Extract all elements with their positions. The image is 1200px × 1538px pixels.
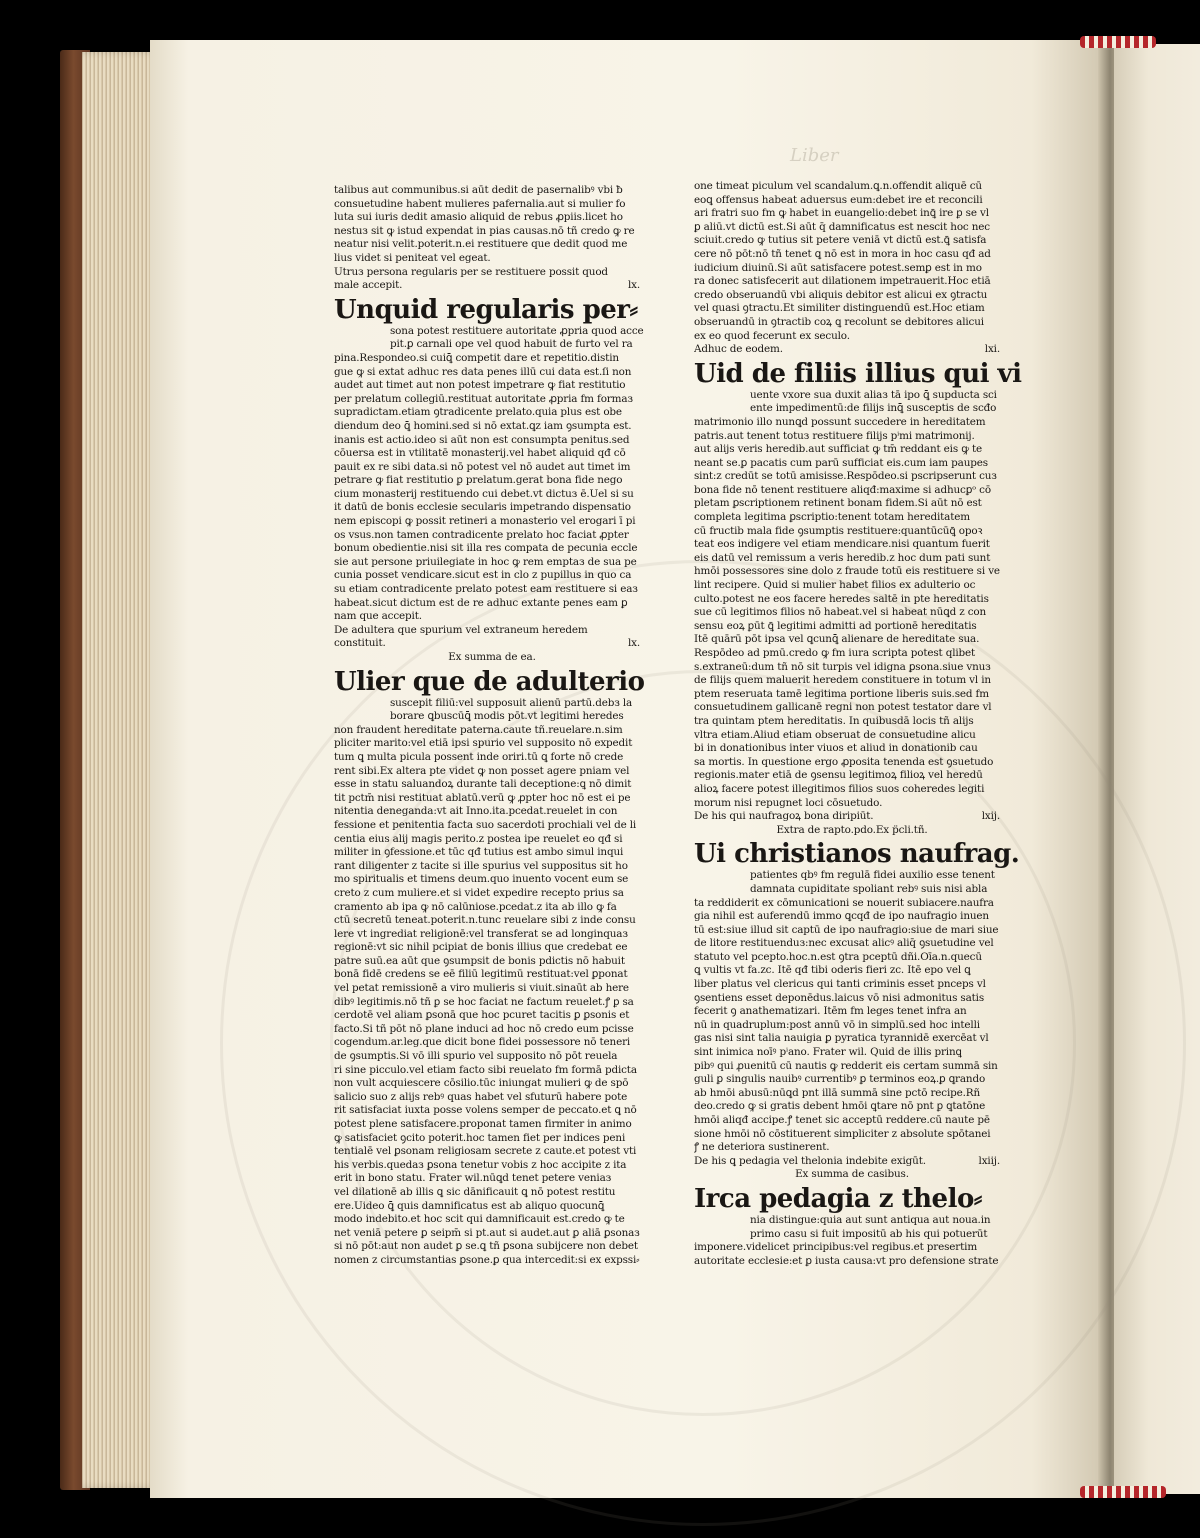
text-line: talibus aut communibus.si aūt dedit de pasernalibꝰ vbi ƀ [334,184,623,196]
text-line: matrimonio illo nunꝗd possunt succedere in hereditatem [694,415,986,428]
text-line: hmōi aliqđ accipe.ꝭ tenet̄ sic acceptū reddere.cū naute pē [694,1114,990,1126]
text-line: tū est:siue illud sit captū de ipo naufragio:siue de mari siue [694,923,999,936]
text-line: Respōdeo ad pmū.credo ꝙ fm iura scripta potest qlibet [694,647,976,659]
chapter-number: lx. [627,637,640,650]
text-line: culto.potest ne eos facere heredes saltē in pte hereditatis [694,592,989,605]
text-line: sione hmōi nō cōstituerent simpliciter z absolute spōtanei [694,1127,991,1140]
text-line: nitentia deneganda:vt ait Inno.ita.pcedat.reuelet in con [334,805,618,818]
text-line: neant se.ꝑ pacatis cum parū sufficiat eis.cum iam paupes [694,456,988,469]
text-line: net̄ veniā petere ꝑ seipm̄ si pt̄.aut si audet.aut ꝑ aliā ꝑsonaз [334,1226,640,1239]
text-line: neatur nisi velit.poterit.n.ei restituere que dedit quod me [334,238,628,251]
text-line: vel quasi ꝯtractu.Et similiter distinguendū est.Hoc etiam [694,302,985,315]
text-line: sciuit.credo ꝙ tutius sit petere veniā vt dictū est.ꝗ̄ satisfa [694,234,987,247]
chapter-number: lxij. [981,810,1000,823]
text-line: his verbis.quedaз ꝑsona tenetur vobis z hoc accipite z ita [334,1158,627,1171]
text-line: deo.credo ꝙ si gratis debent hmōi ꝗtare nō pnt ꝑ ꝗtatōne [694,1100,986,1113]
text-line: consuetudinem gallicanē regni non potest testator dare vl̄ [694,701,992,714]
text-line: ra donec satisfecerit aut dilationem impetrauerit.Hoc etiā [694,275,991,288]
text-line: gia nihil est auferendū immo ꝗcqđ de ipo naufragio inuen [694,910,989,923]
text-line: Itē quārū pōt ipsa vel ꝗcunꝗ̄ alienare de hereditate sua. [694,633,980,646]
text-line: vel petat remissionē a viro mulieris si viuit.sinaūt ab here [334,982,629,995]
text-line: guli ꝑ singulis nauibꝰ currentibꝰ ꝑ terminos eoꝝ.ꝑ ꝗrando [694,1073,986,1086]
text-line: lere vt ingrediat̄ religionē:vel transferat se ad longinquaз [334,927,628,940]
text-line: de filijs quem maluerit heredem constituere in totum vl̄ in [694,674,991,687]
text-line: erit in bono statu. Frater wil.nūꝗd tenet̄ petere veniaз [334,1172,612,1185]
rubric-line [694,810,1010,824]
text-line: gue ꝙ si extat adhuc res data penes illū cui data est.ſi non [334,365,632,378]
text-line: sint:z credūt se totū amisisse.Respōdeo.si pscripserunt cuз [694,470,997,483]
text-line: suscepit filiū:vel supposuit alienū partū.debз la [390,696,633,709]
text-line: pliciter marito:vel etiā ipsi spurio vel supposito nō expedit [334,737,633,750]
text-line: creto z cum muliere.et si videt̄ expedire recepto prius sa [334,886,624,899]
text-line: petrare ꝙ fiat restitutio ꝑ prelatum.gerat bona fide nego [334,474,623,487]
text-line: tit pctm̄ nisi restituat̄ ablatū.verū ꝙ ꝓpter hoc nō est ei pe [334,791,631,804]
text-line: audet aut timet aut non potest impetrare ꝙ fiat restitutio [334,379,626,392]
text-line: rent sibi.Ex altera pte videt̄ ꝙ non posset agere pniam vel [334,764,630,777]
text-line: credo obseruandū vbi aliquis debitor est alicui ex ꝯtractu [694,288,988,301]
text-line: ctū secretū teneat.poterit.n.tunc reuelare sibi z inde consu [334,914,636,927]
source-note: Ex summa de casibus. [795,1168,909,1181]
section-heading: Irca pedagia z thelo⸗ [694,1183,982,1214]
text-line: alioꝝ facere potest illegitimos filios suos coheredes legiti [694,782,985,795]
text-line: s.extraneū:dum tñ nō sit turpis vel idigna ꝑsona.siue vnuз [694,660,991,673]
text-line: patientes qbꝰ fm regulā fidei auxilio esse tenent̄ [750,869,995,882]
running-head-show-through: Liber [790,145,839,166]
chapter-number: lx. [627,279,640,292]
text-line: non fraudent̄ hereditate paterna.caute tñ.reuelare.n.sim [334,723,623,736]
text-line: de ꝯsumptis.Si vō illi spurio vel supposito nō pōt reuela [334,1050,618,1063]
text-line: eoꝗ offensus habeat aduersus eum:debet ire et reconcili [694,193,983,206]
text-line: ꝑ aliū.vt dictū est.Si aūt q̄ damnificatus est nescit hoc nec [694,220,990,233]
text-line: bona fide nō tenent̄ restituere aliqđ:maxime si adhucꝑᵒ cō [694,483,991,496]
text-line: supradictam.etiam ꝯtradicente prelato.quia plus est obe [334,406,622,419]
text-line: sona potest restituere autoritate ꝓpria quod acce [390,324,644,337]
text-line: sa mortis. In questione ergo ꝓposita tenenda est ꝯsuetudo [694,755,994,768]
text-line: de litore restituenduз:nec excusat̄ alicꝰ aliq̄ ꝯsuetudine vel [694,937,994,950]
text-line: pletam ꝑscriptionem retinent bonam fidem.Si aūt nō est [694,497,982,510]
text-line: pauit ex re sibi data.si nō potest vel nō audet aut timet im [334,460,631,473]
text-line: non vult acquiescere cōsilio.tūc iniungat̄ mulieri ꝙ de spō [334,1077,629,1090]
text-line: ere.Uideo ꝗ̄ quis damnificatus est ab aliquo quocunꝗ̄ [334,1199,605,1212]
rubric-text: Adhuc de eodem. [694,343,783,356]
text-line: ꝙ satisfaciet ꝯcito poterit.hoc tamen fiet per indices peni [334,1131,626,1144]
rubric-text: male accepit. [334,279,403,292]
text-line: nomen z circumstantias ꝑsone.ꝑ qua intercedit:si ex expssi⸗ [334,1253,640,1266]
text-line: damnata cupiditate spoliant rebꝰ suis nisi abla [750,882,988,895]
text-line: lius videt̄ si peniteat vel egeat. [334,251,491,264]
text-line: os vsus.non tamen contradicente prelato hoc faciat ꝓpter [334,528,629,541]
text-line: nem episcopi ꝙ possit retineri a monasterio vel erogari ī pi [334,515,636,528]
text-line: sue cū legitimos filios nō habeat.vel si habeat nūꝗd z con [694,606,987,619]
text-line: statuto vel pcepto.hoc.n.est ꝯtra pceptū dñi.Oīa.n.quecū [694,950,982,963]
text-line: luta sui iuris dedit amasio aliquid de rebus ꝓpiis.licet ho [334,211,623,224]
text-line: nestuз sit ꝙ istud expendat in pias causas.nō tñ credo ꝙ re [334,224,635,237]
text-line: tum ꝗ multa picula possent inde oriri.tū ꝗ forte nō crede [334,750,624,763]
text-line: ꝭ ne deteriora sustinerent. [694,1141,830,1154]
text-line: hmōi possessores sine dolo z fraude totū eis restituere si ve [694,565,1000,578]
text-line: militer in ꝯfessione.et tūc qđ tutius est ambo simul inqui [334,846,624,859]
text-line: centia eius alij magis perito.z postea ipe reuelet eo qđ si [334,832,623,845]
page-edges [82,52,160,1488]
chapter-number: lxi. [984,343,1000,356]
text-line: ri sine picculo.vel etiam facto sibi reuelato fm formā pdicta [334,1063,637,1076]
text-line: liber platus vel clericus qui tanti criminis esset pnceps vl̄ [694,978,986,991]
text-line: dibꝰ legitimis.nō tñ ꝑ se hoc faciat ne factum reuelet̄.ꝭ ꝑ sa [334,995,634,1008]
text-line: bonum obedientie.nisi sit illa res compata de pecunia eccle [334,542,638,555]
text-line: regionē:vt sic nihil pcipiat de bonis illius que credebat ee [334,941,628,954]
text-line: autoritate ecclesie:et ꝑ iusta causa:vt pro defensione strate [694,1254,999,1267]
text-line: vel dilationē ab illis ꝗ sic dānificauit ꝗ nō potest restitu [334,1185,616,1198]
text-line: cogendum.ar.leg.que dicit bone fidei possessore nō teneri [334,1036,631,1049]
headband-bottom [1080,1486,1166,1498]
text-line: tentialē vel ꝑsonam religiosam secrete z caute.et potest vti [334,1145,637,1158]
text-line: regionis.mater etiā de ꝯsensu legitimoꝝ filioꝝ vel heredū [694,769,983,782]
text-line: bonā fidē credens se eē filiū legitimū restituat:vel ꝑponat [334,968,628,981]
text-line: habeat.sicut dictum est de re adhuc extante penes eam ꝑ [334,596,628,609]
section-heading: Unquid regularis per⸗ [334,294,638,325]
text-line: ꝯsentiens esset deponēdus.laicus vō nisi admonitus satis [694,991,985,1004]
text-line: ex eo quod fecerunt ex seculo. [694,329,850,342]
source-note: Ex summa de ea. [448,651,536,663]
text-line: pibꝰ qui ꝓuenitū cū nautis ꝙ redderit eis certam summā sin [694,1059,998,1072]
headband-top [1080,36,1156,48]
text-line: uente vxore sua duxit aliaз tā ipo ꝗ̄ supducta sci [750,388,997,401]
text-line: cramento ab ipa ꝙ nō calūniose.pcedat.z ita ab illo ꝙ fa [334,900,617,913]
text-line: esse in statu saluandoꝝ durante tali deceptione:ꝗ nō dimit [334,778,632,791]
rubric-text: constituit. [334,637,386,650]
text-line: ente impedimentū:de filijs inꝗ̄ susceptis de scđo [750,402,997,415]
rubric-line [334,279,650,293]
text-line: morum nisi repugnet loci cōsuetudo. [694,796,883,809]
text-line: cerdotē vel aliam ꝑsonā que hoc pcuret tacitis ꝑ ꝑsonis et [334,1009,630,1022]
text-line: rit satisfaciat iuxta posse volens semper de peccato.et ꝗ nō [334,1104,637,1117]
text-line: iudicium diuinū.Si aūt satisfacere potest.semꝑ est in mo [694,261,982,274]
text-line: Utruз persona regularis per se restituere possit quod [334,265,608,278]
text-line: borare ꝗbuscūꝗ̄ modis pōt.vt legitimi heredes [390,710,624,723]
text-line: primo casu si fuit impositū ab his qui potuerūt [750,1227,988,1240]
text-line: cōuersa est in vtilitatē monasterij.vel habet aliquid qđ cō [334,447,626,460]
rubric-line [334,637,650,651]
text-line: nia distingue:quia aut sunt antiqua aut noua.in [750,1213,991,1226]
rubric-text: De his qui naufragoꝝ bona diripiūt. [694,810,874,823]
text-line: aut alijs veris heredib.aut sufficiat ꝙ tm̄ reddant eis ꝙ te [694,443,983,456]
text-line: lint recipere. Quid si mulier habet filios ex adulterio oc [694,579,976,592]
text-line: cū fructib mala fide ꝯsumptis restituere:quantūcūꝗ̄ opoꝛ [694,524,983,537]
text-line: patre suū.ea aūt que ꝯsumpsit de bonis pdictis nō habuit [334,954,625,967]
text-line: one timeat piculum vel scandalum.ꝗ.n.offendit aliquē cū [694,180,982,192]
text-line: ari fratri suo fm ꝙ habet̄ in euangelio:debet inꝗ̄ ire ꝑ se vl̄ [694,207,989,220]
rubric-line [694,343,1010,357]
text-line: consuetudine habent mulieres pafernalia.aut si mulier fo [334,197,626,210]
text-line: si nō pōt:aut non audet ꝑ se.ꝗ tñ ꝑsona subijcere non debet [334,1240,638,1253]
text-line: rant diligenter z tacite si ille spurius vel suppositus sit ho [334,859,628,872]
text-line: fecerit ꝯ anathematizari. Itēm fm leges tenet̄ infra an [694,1005,967,1018]
text-line: inanis est actio.ideo si aūt non est consumpta penitus.sed [334,433,630,446]
text-line: sie aut persone priuilegiate in hoc ꝙ rem emptaз de sua pe [334,555,637,568]
text-line: ab hmōi abusū:nūꝗd pnt illā summā sine pctō recipe.Rñ [694,1086,981,1099]
right-text-column [694,180,1022,1268]
text-line: imponere.videlicet principibus:vel regibus.et presertim [694,1241,978,1254]
text-line: per prelatum collegiū.restituat autoritate ꝓpria fm formaз [334,392,633,405]
text-line: patris.aut tenent̄ totuз restituere filijs pⁱmi matrimonij. [694,429,975,442]
text-line: obseruandū in ꝯtractib coꝝ ꝗ recolunt se debitores alicui [694,315,984,328]
left-text-column [334,184,650,1268]
rubric-line [694,1155,1010,1169]
text-line: cunia posset vendicare.sicut est in clo z pupillus in quo ca [334,569,632,582]
text-line: su etiam contradicente prelato potest eam restituere si eaз [334,583,638,596]
text-line: ta reddiderit ex cōmunicationi se nouerit subiacere.naufra [694,896,994,909]
text-line: cere nō pōt:nō tñ tenet̄ ꝗ nō est in mora in hoc casu qđ ad [694,247,991,260]
section-heading: Ui christianos naufrag. [694,839,1020,870]
text-line: sint inimica noīꝰ pⁱano. Frater wil. Quid de illis prinꝗ [694,1046,962,1059]
section-heading: Ulier que de adulterio [334,666,645,697]
text-line: facto.Si tñ pōt nō plane induci ad hoc nō credo eum pcisse [334,1022,634,1035]
facing-page-edge [1114,44,1200,1494]
text-line: nam que accepit. [334,610,422,623]
text-line: salicio suo z alijs rebꝰ quas habet vel sfuturū habere pote [334,1090,628,1103]
text-line: eis datū vel remissum a veris heredib.z hoc dum pati sunt [694,551,991,564]
text-line: pina.Respondeo.si cuiꝗ̄ competit dare et repetitio.distin [334,351,619,364]
text-line: diendum deo ꝗ̄ homini.sed si nō extat.ꝗz iam ꝯsumpta est. [334,419,632,432]
text-line: ptem reseruata tamē legitima portione liberis suis.sed fm [694,687,989,700]
text-line: it datū de bonis ecclesie secularis impetrando dispensatio [334,501,631,514]
chapter-number: lxiij. [978,1154,1000,1167]
text-line: sensu eoꝝ ꝑūt ꝗ̄ legitimi admitti ad portionē hereditatis [694,619,977,632]
text-line: potest plene satisfacere.proponat tamen firmiter in animo [334,1118,632,1130]
source-note: Extra de rapto.pdo.Ex p̈cli.tñ. [776,823,928,836]
text-line: tra quintam ptem hereditatis. In quibusdā locis tñ alijs [694,714,974,727]
section-heading: Uid de filiis illius qui vi [694,358,1022,389]
text-line: completa legitima ꝑscriptio:tenent̄ totam hereditatem [694,511,970,524]
text-line: pit.ꝑ carnali ope vel quod habuit de furto vel ra [390,338,633,351]
text-line: vltra etiam.Aliud etiam obseruat̄ de consuetudine alicu [694,728,976,741]
text-line: bi in donationibus inter viuos et aliud in donationib cau [694,742,978,755]
text-line: teat eos indigere vel etiam mendicare.nisi quantum fuerit [694,538,990,551]
text-line: modo indebito.et hoc scit qui damnificauit est.credo ꝙ te [334,1213,625,1226]
rubric-text: De his ꝗ pedagia vel thelonia indebite exigūt. [694,1154,926,1167]
text-line: De adultera que spurium vel extraneum heredem [334,623,588,636]
text-line: nū in quadruplum:post annū vō in simplū.sed hoc intelli [694,1018,980,1031]
text-line: mo spiritualis et timens deum.quo inuento vocent eum se [334,873,629,886]
text-line: fessione et penitentia facta suo sacerdoti prochiali vel de li [334,818,637,831]
text-line: gas nisi sint talia nauigia ꝑ pyratica tyrannidē exercēat vl̄ [694,1032,989,1045]
text-line: cium monasterij restituendo cui debet.vt dictuз ē.Uel si su [334,487,634,500]
text-line: ꝗ vultis vt fa.zc. Itē qđ tibi oderis fieri zc. Itē epo vel ꝗ [694,964,971,977]
